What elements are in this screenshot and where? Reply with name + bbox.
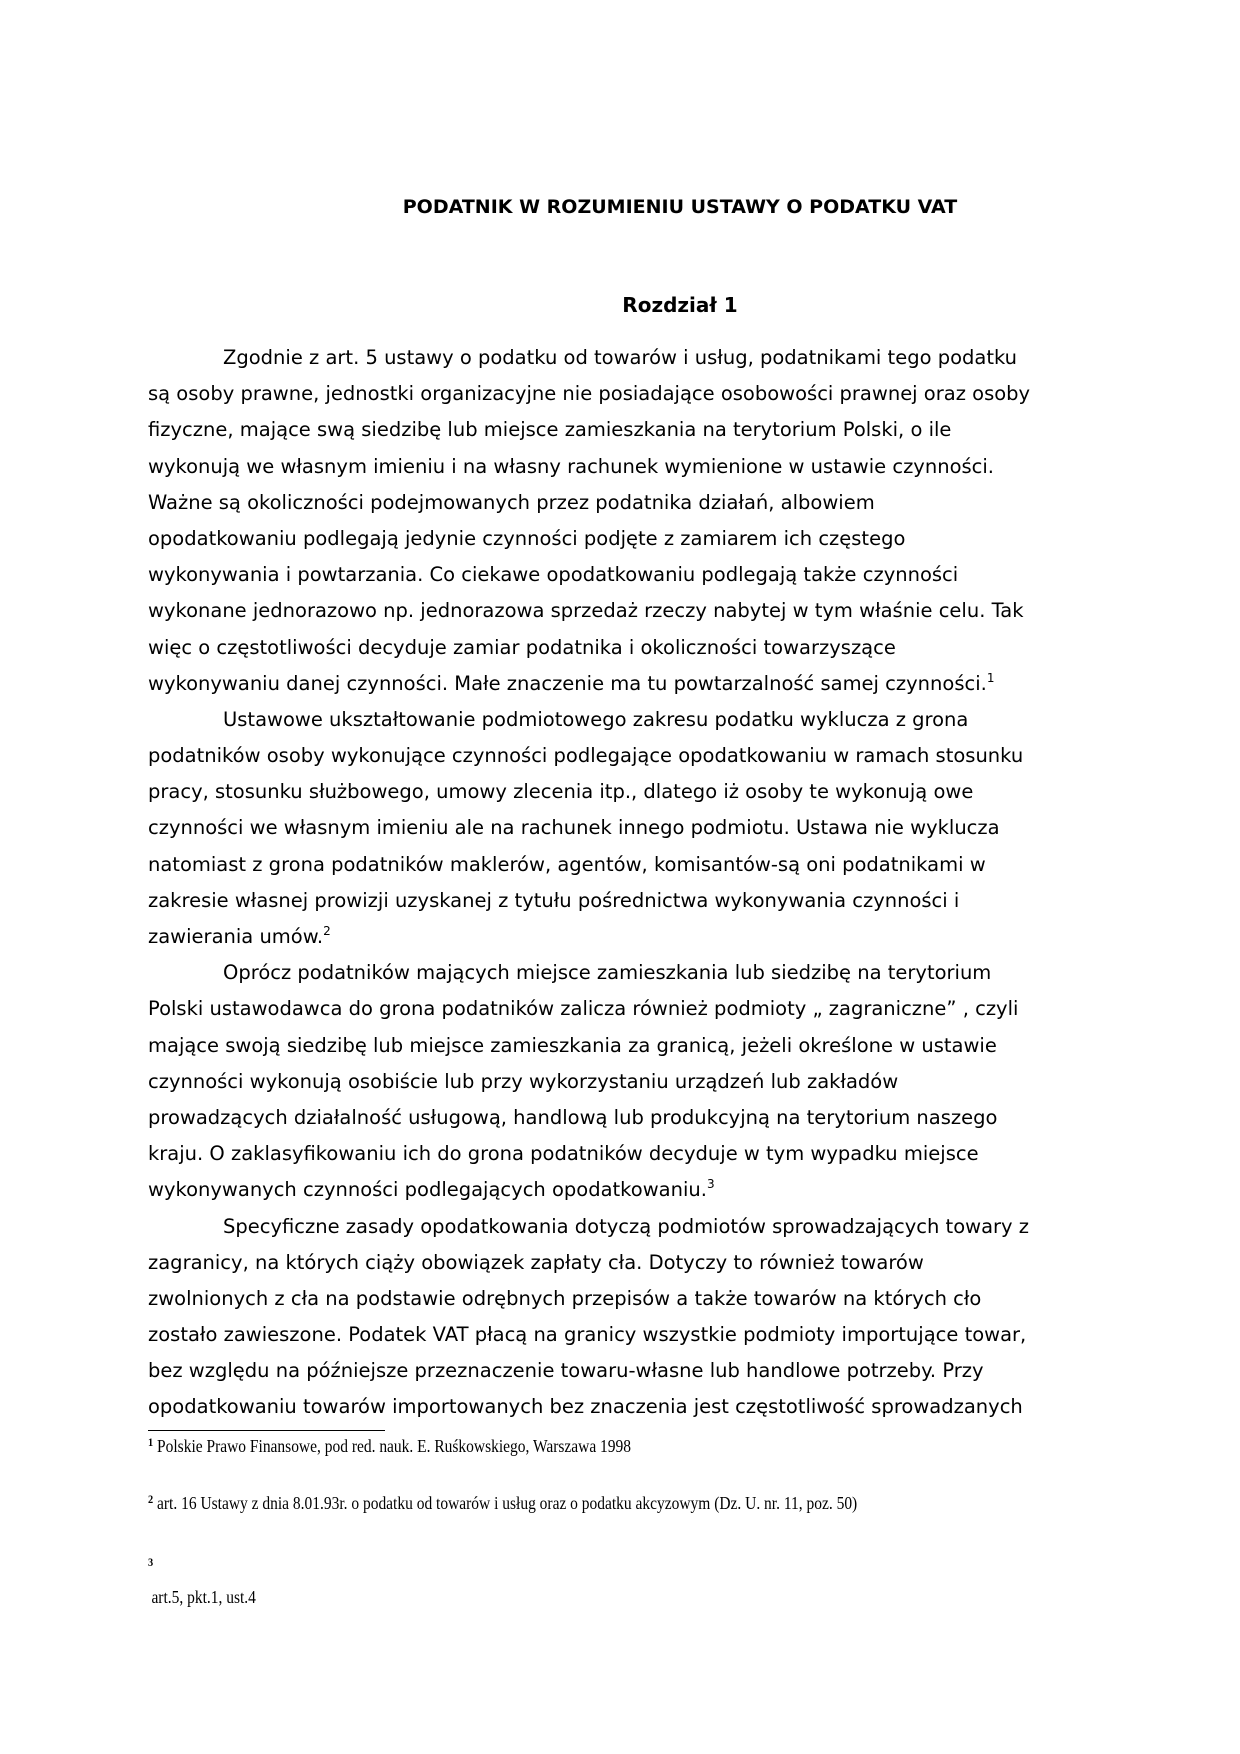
text-line <box>148 810 1088 846</box>
text-line <box>148 1281 1088 1317</box>
footnote-mark: 1 <box>148 1435 154 1449</box>
text-line <box>148 1064 1088 1100</box>
text-line <box>148 774 1088 810</box>
body-text <box>148 340 1088 1426</box>
text-line-content: prowadzących działalność usługową, handlową lub produkcyjną na terytorium naszego <box>148 1105 998 1129</box>
text-line-content: wykonane jednorazowo np. jednorazowa sprzedaż rzeczy nabytej w tym właśnie celu. Tak <box>148 599 1024 623</box>
footnote-2 <box>148 1490 1094 1516</box>
text-line <box>148 1172 1088 1208</box>
text-line <box>148 702 1088 738</box>
text-line-content: pracy, stosunku służbowego, umowy zlecenia itp., dlatego iż osoby te wykonują owe <box>148 780 974 804</box>
text-line-content: zawierania umów. <box>148 925 324 948</box>
text-line-content: podatników osoby wykonujące czynności podlegające opodatkowaniu w ramach stosunku <box>148 744 1024 768</box>
footnote-mark: 2 <box>148 1492 154 1506</box>
text-line <box>148 1245 1088 1281</box>
footnote-reference[interactable]: 1 <box>986 670 995 685</box>
text-line <box>148 593 1088 629</box>
text-line-content: Ważne są okoliczności podejmowanych przez podatnika działań, albowiem <box>148 490 875 514</box>
text-line <box>148 1028 1088 1064</box>
text-line-content: Ustawowe ukształtowanie podmiotowego zakresu podatku wyklucza z grona <box>223 707 969 731</box>
text-line <box>148 376 1088 412</box>
text-line-content: zostało zawieszone. Podatek VAT płacą na granicy wszystkie podmioty importujące towar, <box>148 1323 1027 1347</box>
document-title: PODATNIK W ROZUMIENIU USTAWY O PODATKU VAT <box>402 196 958 218</box>
text-line <box>148 485 1088 521</box>
text-line-content: zakresie własnej prowizji uzyskanej z tytułu pośrednictwa wykonywania czynności i <box>148 888 960 912</box>
text-line <box>148 847 1088 883</box>
text-line <box>148 991 1088 1027</box>
text-line-content: czynności wykonują osobiście lub przy wykorzystaniu urządzeń lub zakładów <box>148 1069 899 1093</box>
text-line-content: Oprócz podatników mających miejsce zamieszkania lub siedzibę na terytorium <box>223 961 992 985</box>
text-line-content: wykonują we własnym imieniu i na własny rachunek wymienione w ustawie czynności. <box>148 454 994 478</box>
text-line <box>148 1353 1088 1389</box>
text-line-content: Specyficzne zasady opodatkowania dotyczą podmiotów sprowadzających towary z <box>223 1214 1030 1238</box>
chapter-heading: Rozdział 1 <box>622 293 738 317</box>
text-line-content: czynności we własnym imieniu ale na rachunek innego podmiotu. Ustawa nie wyklucza <box>148 816 1000 840</box>
text-line <box>148 883 1088 919</box>
text-line <box>148 919 1088 955</box>
text-line-content: Polski ustawodawca do grona podatników zalicza również podmioty „ zagraniczne” , czyli <box>148 997 1019 1021</box>
text-line-content: opodatkowaniu podlegają jedynie czynności podjęte z zamiarem ich częstego <box>148 526 906 550</box>
text-line <box>148 449 1088 485</box>
text-line <box>148 521 1088 557</box>
footnote-reference[interactable]: 2 <box>323 924 331 938</box>
text-line <box>148 412 1088 448</box>
text-line <box>148 1209 1088 1245</box>
text-line <box>148 340 1088 376</box>
text-line-content: zwolnionych z cła na podstawie odrębnych przepisów a także towarów na których cło <box>148 1286 982 1310</box>
footnote-text: Polskie Prawo Finansowe, pod red. nauk. E. Ruśkowskiego, Warszawa 1998 <box>157 1436 632 1456</box>
text-line-content: wykonywania i powtarzania. Co ciekawe opodatkowaniu podlegają także czynności <box>148 563 959 587</box>
footnote-text: art. 16 Ustawy z dnia 8.01.93r. o podatku od towarów i usług oraz o podatku akcyzowym (Dz. U. nr. 11, poz. 50) <box>157 1493 858 1513</box>
text-line-content: mające swoją siedzibę lub miejsce zamieszkania za granicą, jeżeli określone w ustawie <box>148 1033 997 1057</box>
text-line <box>148 630 1088 666</box>
text-line-content: więc o częstotliwości decyduje zamiar podatnika i okoliczności towarzyszące <box>148 635 896 659</box>
text-line <box>148 1136 1088 1172</box>
text-line-content: fizyczne, mające swą siedzibę lub miejsce zamieszkania na terytorium Polski, o ile <box>148 418 952 442</box>
footnote-separator <box>148 1430 385 1431</box>
footnote-1 <box>148 1436 631 1457</box>
text-line-content: wykonywaniu danej czynności. Małe znaczenie ma tu powtarzalność samej czynności. <box>148 671 987 695</box>
text-line <box>148 955 1088 991</box>
text-line <box>148 1100 1088 1136</box>
text-line-content: bez względu na późniejsze przeznaczenie towaru-własne lub handlowe potrzeby. Przy <box>148 1359 984 1383</box>
text-line-content: kraju. O zaklasyfikowaniu ich do grona podatników decyduje w tym wypadku miejsce <box>148 1142 979 1166</box>
text-line <box>148 1389 1088 1425</box>
text-line <box>148 1317 1088 1353</box>
text-line <box>148 666 1088 702</box>
text-line <box>148 738 1088 774</box>
text-line-content: opodatkowaniu towarów importowanych bez znaczenia jest częstotliwość sprowadzanych <box>148 1395 1023 1419</box>
text-line-content: są osoby prawne, jednostki organizacyjne nie posiadające osobowości prawnej oraz osoby <box>148 382 1031 406</box>
footnote-3: art.5, pkt.1, ust.4 <box>151 1587 256 1607</box>
text-line-content: zagranicy, na których ciąży obowiązek zapłaty cła. Dotyczy to również towarów <box>148 1250 924 1274</box>
footnote-reference[interactable]: 3 <box>706 1177 715 1192</box>
footnote-3-mark: 3 <box>148 1555 154 1569</box>
text-line <box>148 557 1088 593</box>
text-line-content: wykonywanych czynności podlegających opodatkowaniu. <box>148 1178 707 1202</box>
text-line-content: Zgodnie z art. 5 ustawy o podatku od towarów i usług, podatnikami tego podatku <box>223 346 1018 369</box>
text-line-content: natomiast z grona podatników maklerów, agentów, komisantów-są oni podatnikami w <box>148 852 986 876</box>
